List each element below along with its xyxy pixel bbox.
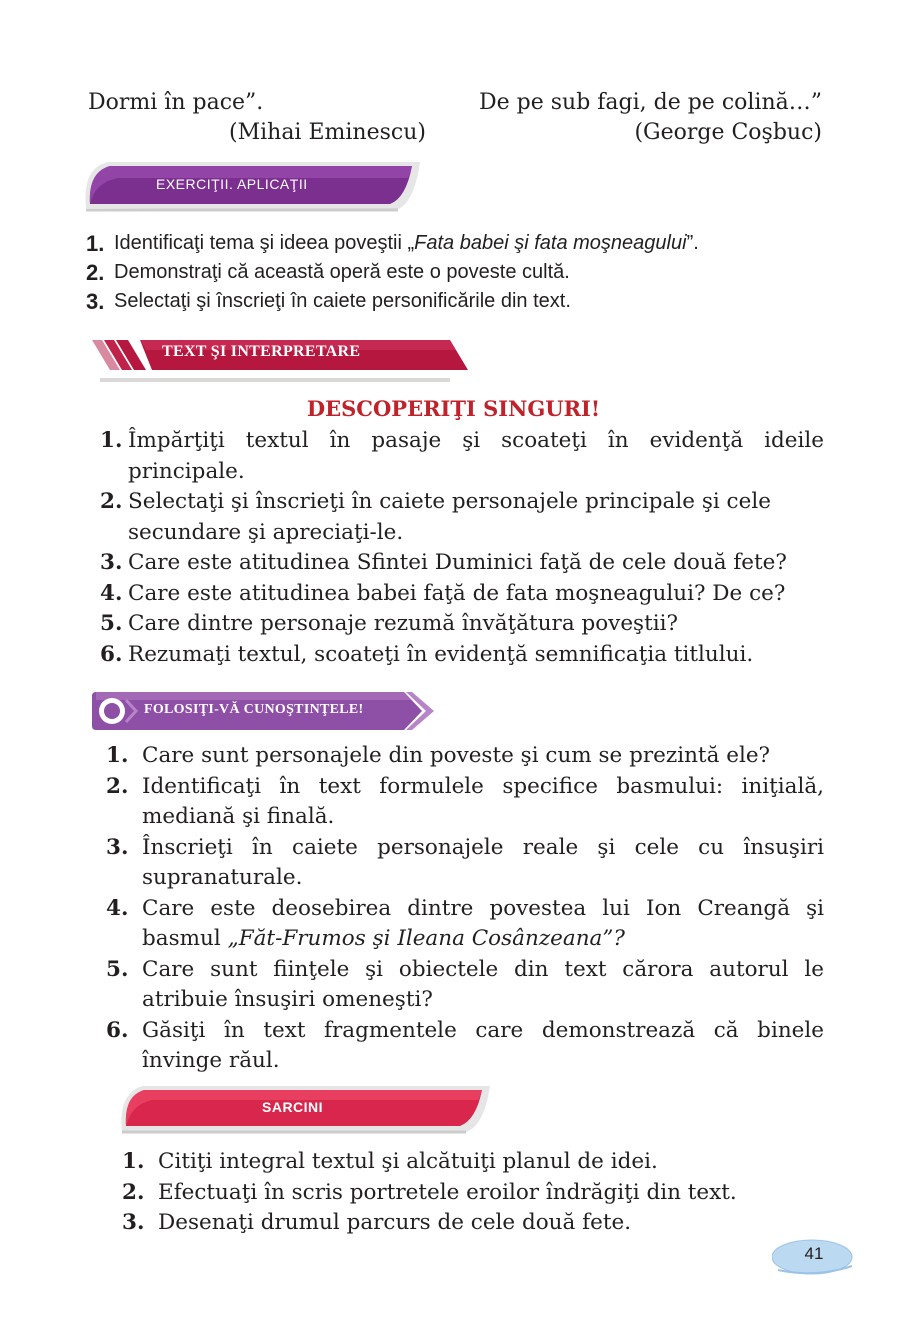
item-number: 3. xyxy=(100,550,123,575)
list-item xyxy=(100,548,824,579)
quote-left-author: (Mihai Eminescu) xyxy=(229,120,426,145)
item-number: 6. xyxy=(106,1017,129,1043)
sarcini-list xyxy=(122,1147,824,1239)
list-item xyxy=(100,487,824,548)
list-item xyxy=(106,741,824,772)
item-text: Demonstraţi că această operă este o poveste cultă. xyxy=(114,261,570,283)
item-text: Selectaţi şi înscrieţi în caiete personajele principale şi cele secundare şi apreciaţi-le. xyxy=(128,489,771,545)
list-item xyxy=(100,609,824,640)
quote-right-line: De pe sub fagi, de pe colină…” xyxy=(478,90,822,115)
quote-right-author: (George Coşbuc) xyxy=(634,120,822,145)
descoperiti-heading: DESCOPERIŢI SINGURI! xyxy=(306,396,601,421)
list-item xyxy=(122,1147,824,1178)
item-number: 3. xyxy=(86,289,105,314)
item-number: 5. xyxy=(106,956,129,982)
item-text: Rezumaţi textul, scoateţi în evidenţă semnificaţia titlului. xyxy=(128,641,754,667)
list-item xyxy=(86,229,826,258)
list-item xyxy=(122,1208,824,1239)
item-number: 6. xyxy=(100,641,123,667)
item-text-italic: Fata babei şi fata moşneagului xyxy=(414,232,687,254)
item-text: Care este atitudinea babei faţă de fata moşneagului? De ce? xyxy=(128,580,786,606)
page-number: 41 xyxy=(804,1244,824,1263)
item-text-italic: „Făt-Frumos şi Ileana Cosânzeana”? xyxy=(227,926,625,951)
exercitii-list xyxy=(86,229,826,316)
item-text: Identificaţi în text formulele specifice basmului: iniţială, mediană şi finală. xyxy=(142,773,824,829)
item-text: Împărţiţi textul în pasaje şi scoateţi în evidenţă ideile principale. xyxy=(128,428,824,484)
descoperiti-list xyxy=(100,426,824,670)
item-text: Selectaţi şi înscrieţi în caiete personificările din text. xyxy=(114,290,571,312)
list-item xyxy=(86,287,826,316)
list-item xyxy=(122,1178,824,1209)
list-item xyxy=(106,955,824,1016)
folositi-banner xyxy=(90,690,436,732)
folositi-title: FOLOSIŢI-VĂ CUNOŞTINŢELE! xyxy=(144,702,364,717)
item-text: Efectuaţi în scris portretele eroilor îndrăgiţi din text. xyxy=(158,1179,737,1205)
text-interpretare-title: TEXT ŞI INTERPRETARE xyxy=(162,343,361,360)
item-text: Desenaţi drumul parcurs de cele două fete. xyxy=(158,1210,632,1235)
item-number: 4. xyxy=(100,580,123,606)
page-number-badge xyxy=(772,1236,856,1280)
list-item xyxy=(106,894,824,955)
item-number: 5. xyxy=(100,611,123,636)
item-text-part: Care este deosebirea dintre povestea lui Ion Creangă şi basmul xyxy=(142,895,824,951)
sarcini-title: SARCINI xyxy=(262,1099,324,1115)
exercitii-banner xyxy=(78,158,424,216)
item-number: 4. xyxy=(106,895,129,921)
list-item xyxy=(100,579,824,610)
item-number: 1. xyxy=(100,428,123,453)
item-number: 1. xyxy=(86,231,105,256)
list-item xyxy=(100,640,824,671)
list-item xyxy=(106,772,824,833)
item-number: 2. xyxy=(86,260,105,285)
item-text: Citiţi integral textul şi alcătuiţi planul de idei. xyxy=(158,1149,658,1174)
item-text-part: Identificaţi tema şi ideea poveştii „ xyxy=(114,232,415,254)
text-interpretare-banner xyxy=(90,336,472,382)
quote-left-line: Dormi în pace”. xyxy=(88,90,264,115)
item-number: 3. xyxy=(106,834,129,860)
item-text xyxy=(86,229,826,258)
item-text xyxy=(106,894,824,955)
item-text: Înscrieţi în caiete personajele reale şi cele cu însuşiri supranaturale. xyxy=(142,834,824,890)
item-number: 2. xyxy=(100,489,123,514)
list-item xyxy=(100,426,824,487)
list-item xyxy=(106,1016,824,1077)
item-number: 2. xyxy=(106,773,129,799)
list-item xyxy=(86,258,826,287)
folositi-list xyxy=(106,741,824,1077)
item-text-part: ”. xyxy=(686,232,699,254)
item-number: 3. xyxy=(122,1210,145,1235)
item-text: Care dintre personaje rezumă învăţătura poveştii? xyxy=(128,611,679,636)
item-number: 2. xyxy=(122,1179,145,1205)
item-number: 1. xyxy=(106,743,129,768)
item-text: Găsiţi în text fragmentele care demonstrează că binele învinge răul. xyxy=(142,1017,824,1073)
sarcini-banner xyxy=(116,1082,492,1136)
item-text: Care sunt personajele din poveste şi cum se prezintă ele? xyxy=(142,743,771,768)
exercitii-title: EXERCIŢII. APLICAŢII xyxy=(156,176,308,192)
list-item xyxy=(106,833,824,894)
item-text: Care este atitudinea Sfintei Duminici faţă de cele două fete? xyxy=(128,550,787,575)
item-text: Care sunt fiinţele şi obiectele din text cărora autorul le atribuie însuşiri omeneşti? xyxy=(142,956,824,1012)
item-number: 1. xyxy=(122,1149,145,1174)
